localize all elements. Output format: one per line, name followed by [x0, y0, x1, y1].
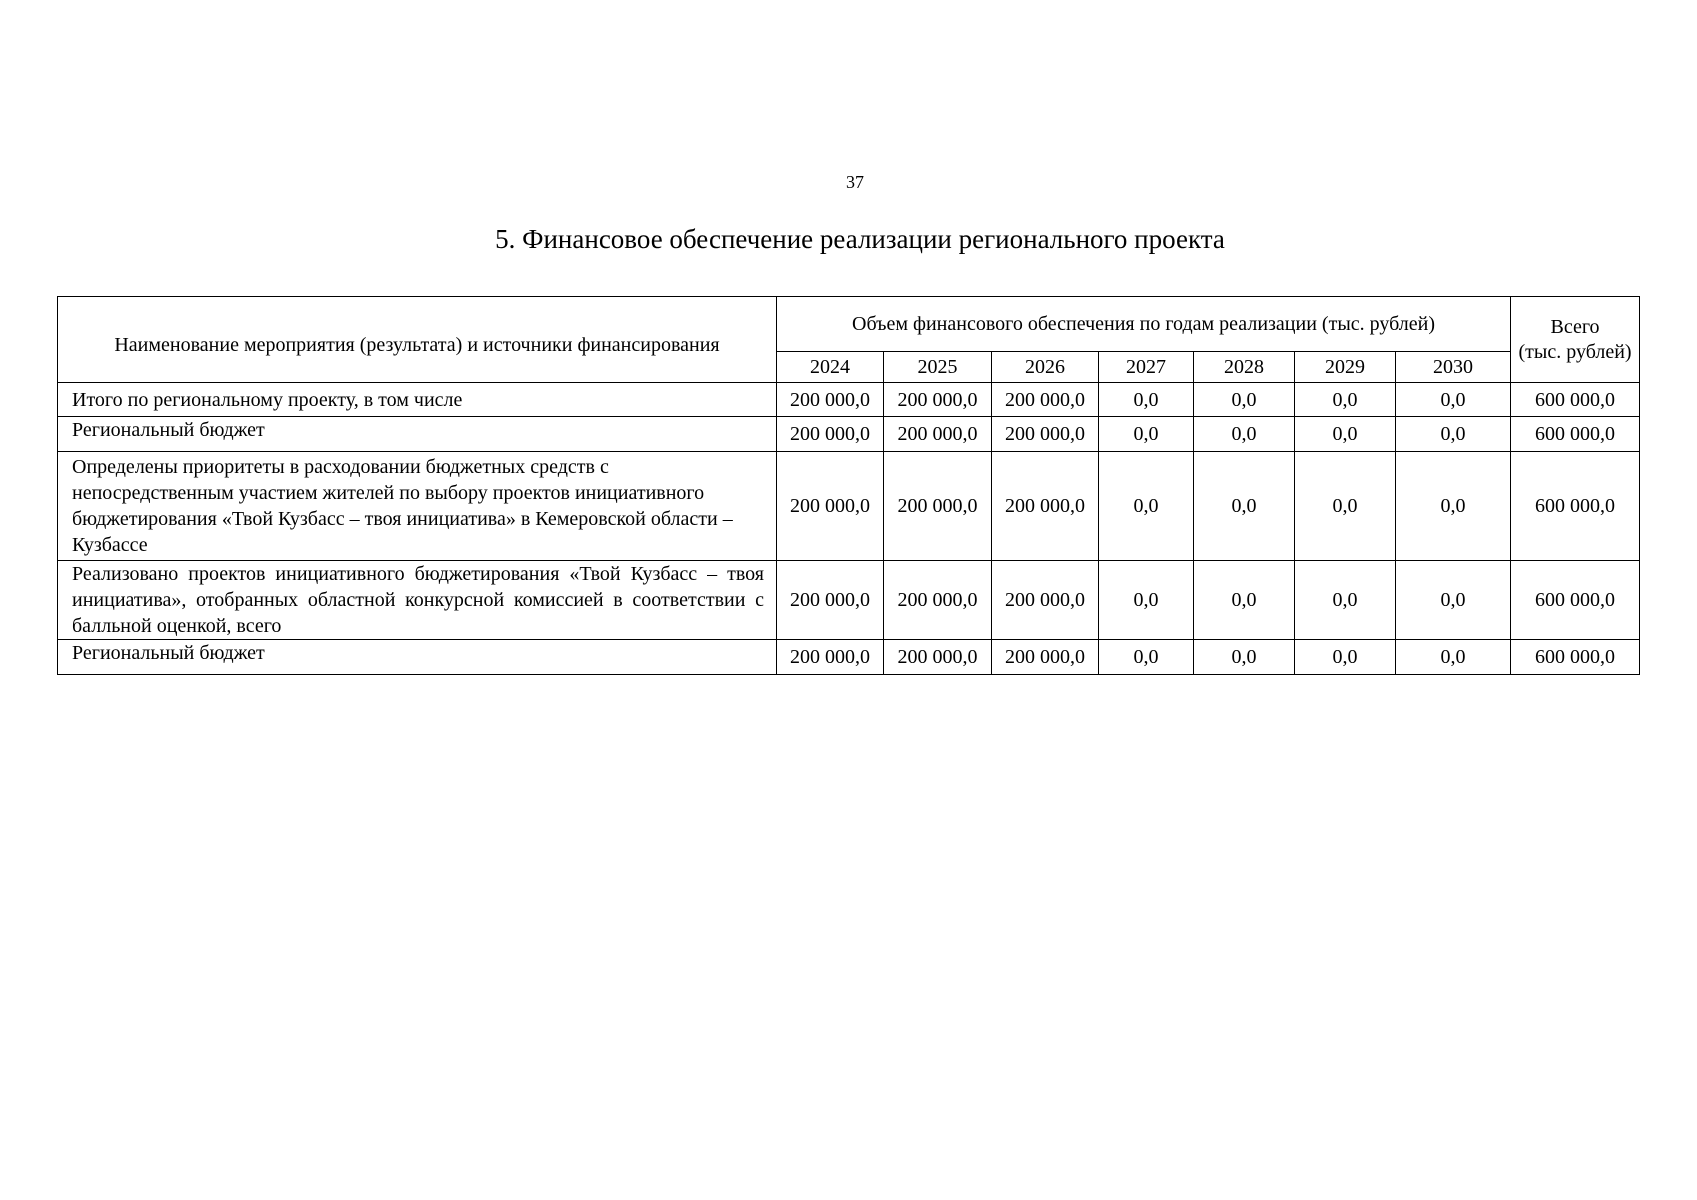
cell-total: 600 000,0 — [1511, 452, 1640, 561]
cell-2030: 0,0 — [1396, 561, 1511, 640]
cell-2025: 200 000,0 — [884, 561, 992, 640]
cell-2027: 0,0 — [1099, 640, 1194, 675]
row-name: Региональный бюджет — [58, 640, 777, 675]
cell-total: 600 000,0 — [1511, 417, 1640, 452]
row-name: Итого по региональному проекту, в том числе — [58, 383, 777, 417]
cell-2026: 200 000,0 — [992, 452, 1099, 561]
cell-2025: 200 000,0 — [884, 640, 992, 675]
page-number: 37 — [846, 172, 864, 192]
row-name: Региональный бюджет — [58, 417, 777, 452]
cell-2026: 200 000,0 — [992, 561, 1099, 640]
header-year-2028: 2028 — [1194, 352, 1295, 383]
cell-2030: 0,0 — [1396, 383, 1511, 417]
header-name-col: Наименование мероприятия (результата) и источники финансирования — [58, 297, 777, 383]
header-year-2030: 2030 — [1396, 352, 1511, 383]
table-row — [58, 640, 1640, 675]
table-header-row — [58, 297, 1640, 352]
table-row — [58, 417, 1640, 452]
row-name: Определены приоритеты в расходовании бюджетных средств с непосредственным участием жителей по выбору проектов инициативного бюджетирования «Твой Кузбасс – твоя инициатива» в Кемеровской области – Кузбассе — [58, 452, 777, 561]
cell-2027: 0,0 — [1099, 417, 1194, 452]
cell-2025: 200 000,0 — [884, 417, 992, 452]
cell-2027: 0,0 — [1099, 383, 1194, 417]
header-year-2029: 2029 — [1295, 352, 1396, 383]
cell-2024: 200 000,0 — [777, 452, 884, 561]
header-total-line1: Всего — [1550, 315, 1600, 338]
financing-table — [57, 296, 1640, 675]
cell-2027: 0,0 — [1099, 561, 1194, 640]
cell-2030: 0,0 — [1396, 417, 1511, 452]
cell-2028: 0,0 — [1194, 383, 1295, 417]
cell-2030: 0,0 — [1396, 640, 1511, 675]
cell-2024: 200 000,0 — [777, 417, 884, 452]
header-total-line2: (тыс. рублей) — [1518, 340, 1632, 363]
cell-2025: 200 000,0 — [884, 452, 992, 561]
header-total-col — [1511, 297, 1640, 383]
cell-2028: 0,0 — [1194, 640, 1295, 675]
cell-2024: 200 000,0 — [777, 383, 884, 417]
header-year-2026: 2026 — [992, 352, 1099, 383]
cell-2029: 0,0 — [1295, 561, 1396, 640]
section-title: 5. Финансовое обеспечение реализации регионального проекта — [495, 224, 1225, 254]
table-row — [58, 452, 1640, 561]
cell-2025: 200 000,0 — [884, 383, 992, 417]
header-year-2024: 2024 — [777, 352, 884, 383]
cell-2026: 200 000,0 — [992, 417, 1099, 452]
cell-total: 600 000,0 — [1511, 561, 1640, 640]
cell-2024: 200 000,0 — [777, 561, 884, 640]
cell-2026: 200 000,0 — [992, 383, 1099, 417]
header-year-2025: 2025 — [884, 352, 992, 383]
cell-2028: 0,0 — [1194, 561, 1295, 640]
cell-2028: 0,0 — [1194, 452, 1295, 561]
header-funding-by-years: Объем финансового обеспечения по годам реализации (тыс. рублей) — [777, 297, 1511, 352]
cell-total: 600 000,0 — [1511, 640, 1640, 675]
row-name: Реализовано проектов инициативного бюджетирования «Твой Кузбасс – твоя инициатива», отобранных областной конкурсной комиссией в соответствии с балльной оценкой, всего — [58, 561, 777, 640]
cell-2029: 0,0 — [1295, 417, 1396, 452]
cell-2029: 0,0 — [1295, 452, 1396, 561]
cell-2029: 0,0 — [1295, 640, 1396, 675]
cell-2029: 0,0 — [1295, 383, 1396, 417]
cell-2030: 0,0 — [1396, 452, 1511, 561]
table-row — [58, 383, 1640, 417]
header-year-2027: 2027 — [1099, 352, 1194, 383]
cell-2024: 200 000,0 — [777, 640, 884, 675]
table-row — [58, 561, 1640, 640]
cell-2027: 0,0 — [1099, 452, 1194, 561]
cell-2026: 200 000,0 — [992, 640, 1099, 675]
cell-2028: 0,0 — [1194, 417, 1295, 452]
cell-total: 600 000,0 — [1511, 383, 1640, 417]
